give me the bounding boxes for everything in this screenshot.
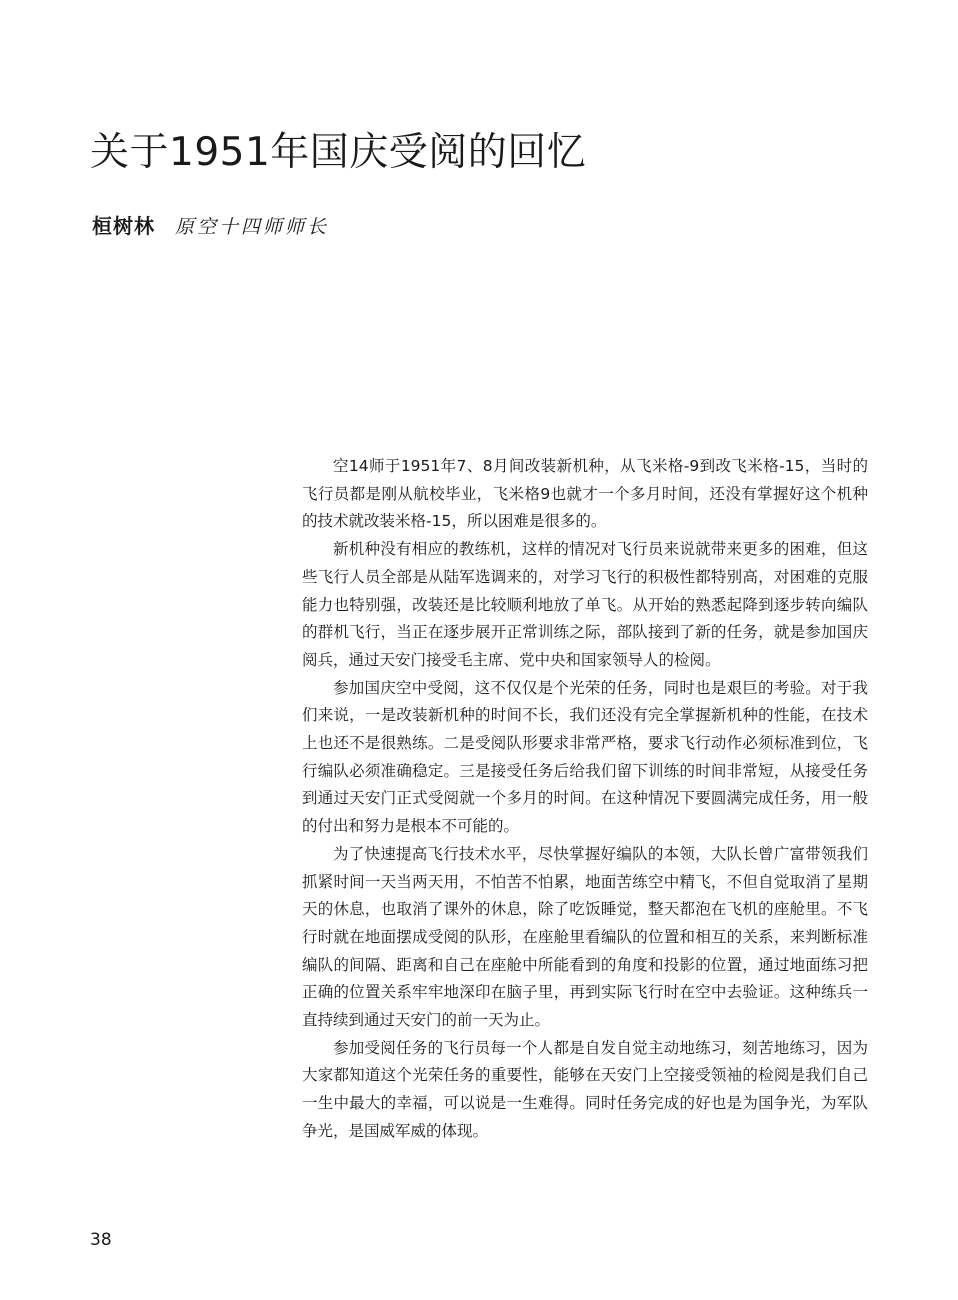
byline xyxy=(92,214,329,239)
page-number: 38 xyxy=(90,1230,112,1250)
paragraph: 参加受阅任务的飞行员每一个人都是自发自觉主动地练习，刻苦地练习，因为大家都知道这个光荣任务的重要性，能够在天安门上空接受领袖的检阅是我们自己一生中最大的幸福，可以说是一生难得。同时任务完成的好也是为国争光，为军队争光，是国威军威的体现。 xyxy=(302,1038,868,1140)
article-body xyxy=(302,453,868,1146)
paragraph: 新机种没有相应的教练机，这样的情况对飞行员来说就带来更多的困难，但这些飞行人员全部是从陆军选调来的，对学习飞行的积极性都特别高，对困难的克服能力也特别强，改装还是比较顺利地放了单飞。从开始的熟悉起降到逐步转向编队的群机飞行，当正在逐步展开正常训练之际，部队接到了新的任务，就是参加国庆阅兵，通过天安门接受毛主席、党中央和国家领导人的检阅。 xyxy=(302,540,868,669)
paragraph: 参加国庆空中受阅，这不仅仅是个光荣的任务，同时也是艰巨的考验。对于我们来说，一是改装新机种的时间不长，我们还没有完全掌握新机种的性能，在技术上也还不是很熟练。二是受阅队形要求非常严格，要求飞行动作必须标准到位，飞行编队必须准确稳定。三是接受任务后给我们留下训练的时间非常短，从接受任务到通过天安门正式受阅就一个多月的时间。在这种情况下要圆满完成任务，用一般的付出和努力是根本不可能的。 xyxy=(302,678,868,836)
paragraph: 空14师于1951年7、8月间改装新机种，从飞米格-9到改飞米格-15，当时的飞行员都是刚从航校毕业，飞米格9也就才一个多月时间，还没有掌握好这个机种的技术就改装米格-15，所以困难是很多的。 xyxy=(302,457,868,531)
author-role: 原空十四师师长 xyxy=(175,216,330,238)
article-title: 关于1951年国庆受阅的回忆 xyxy=(90,130,587,175)
author-name: 桓树林 xyxy=(92,214,155,238)
paragraph: 为了快速提高飞行技术水平，尽快掌握好编队的本领，大队长曾广富带领我们抓紧时间一天当两天用，不怕苦不怕累，地面苦练空中精飞，不但自觉取消了星期天的休息，也取消了课外的休息，除了吃饭睡觉，整天都泡在飞机的座舱里。不飞行时就在地面摆成受阅的队形，在座舱里看编队的位置和相互的关系，来判断标准编队的间隔、距离和自己在座舱中所能看到的角度和投影的位置，通过地面练习把正确的位置关系牢牢地深印在脑子里，再到实际飞行时在空中去验证。这种练兵一直持续到通过天安门的前一天为止。 xyxy=(302,844,868,1030)
